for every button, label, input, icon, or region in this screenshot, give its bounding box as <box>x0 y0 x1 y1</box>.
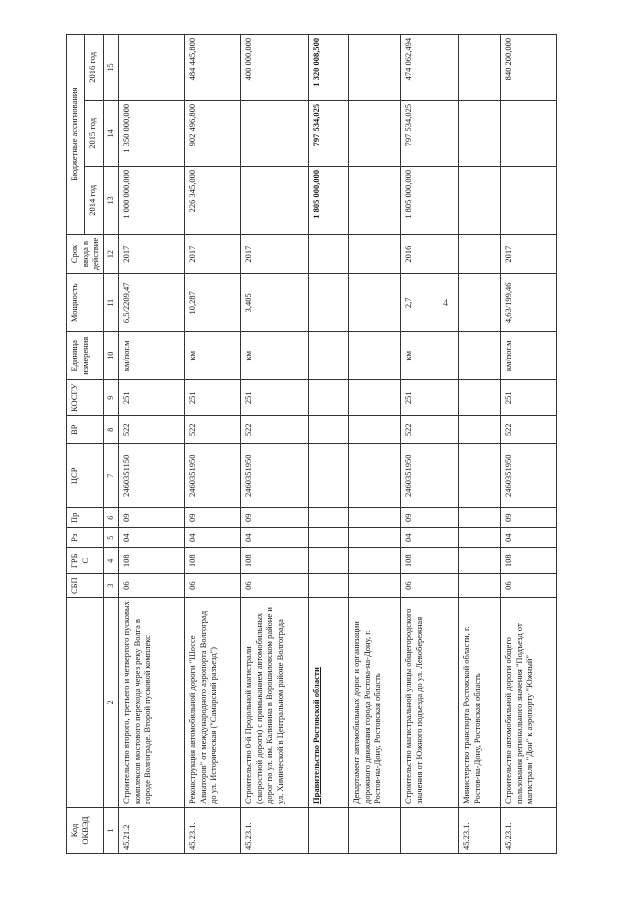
row-code: 45.23.1. <box>500 807 556 853</box>
row-2016: 1 320 008,500 <box>308 34 348 100</box>
header-2014: 2014 год <box>85 166 103 234</box>
row-unit: км <box>184 331 240 379</box>
colnum: 11 <box>103 273 118 331</box>
header-name <box>67 597 104 807</box>
row-csr: 2460351150 <box>118 443 184 507</box>
row-code: 45.21.2 <box>118 807 184 853</box>
rotated-table-sheet <box>10 18 630 888</box>
row-capacity: 6,5/2209,47 <box>118 273 184 331</box>
row-rz: 04 <box>118 527 184 547</box>
row-vr: 522 <box>184 415 240 443</box>
row-csr: 2460351950 <box>184 443 240 507</box>
row-sbp: 06 <box>400 573 458 597</box>
column-number-row <box>103 34 118 853</box>
row-code: 45.23.1. <box>458 807 500 853</box>
row-kosgu: 251 <box>500 379 556 415</box>
row-unit: км <box>240 331 308 379</box>
row-2016 <box>458 34 500 100</box>
row-2016: 840 200,000 <box>500 34 556 100</box>
row-2016 <box>118 34 184 100</box>
row-pr: 09 <box>400 507 458 527</box>
row-2015: 1 350 000,000 <box>118 100 184 166</box>
row-rz: 04 <box>500 527 556 547</box>
row-2015 <box>348 100 400 166</box>
row-term <box>348 234 400 273</box>
row-sbp <box>348 573 400 597</box>
row-code <box>348 807 400 853</box>
row-code: 45.23.1. <box>184 807 240 853</box>
table-row <box>348 34 400 853</box>
row-term: 2017 <box>184 234 240 273</box>
table-row <box>400 34 458 853</box>
row-2014: 226 345,000 <box>184 166 240 234</box>
colnum: 4 <box>103 547 118 573</box>
row-csr <box>308 443 348 507</box>
row-kosgu: 251 <box>240 379 308 415</box>
row-term: 2016 <box>400 234 458 273</box>
row-name: Строительство второго, третьего и четвертого пусковых комплексов мостового перехода через реку Волга в городе Волгограде. Второй пусковой комплекс <box>118 597 184 807</box>
row-kosgu <box>348 379 400 415</box>
header-unit: Единица измерения <box>67 331 104 379</box>
row-pr: 09 <box>500 507 556 527</box>
row-2016: 474 062,494 <box>400 34 458 100</box>
header-rz: Рз <box>67 527 104 547</box>
row-grbs: 108 <box>400 547 458 573</box>
row-2015: 902 496,800 <box>184 100 240 166</box>
row-kosgu: 251 <box>118 379 184 415</box>
row-rz <box>458 527 500 547</box>
row-pr: 09 <box>184 507 240 527</box>
row-sbp: 06 <box>184 573 240 597</box>
row-kosgu <box>308 379 348 415</box>
row-unit <box>308 331 348 379</box>
row-rz <box>308 527 348 547</box>
row-capacity: 10,287 <box>184 273 240 331</box>
header-pr: Пр <box>67 507 104 527</box>
row-capacity <box>458 273 500 331</box>
row-capacity: 4,63/199,46 <box>500 273 556 331</box>
row-code <box>308 807 348 853</box>
row-term: 2017 <box>118 234 184 273</box>
row-csr: 2460351950 <box>500 443 556 507</box>
row-name: Реконструкция автомобильной дороги "Шоссе Авиаторов" от международного аэропорта Волгоград до ул. Историческая ("Самарский разъезд") <box>184 597 240 807</box>
row-kosgu: 251 <box>400 379 458 415</box>
row-pr <box>308 507 348 527</box>
row-grbs: 108 <box>500 547 556 573</box>
row-capacity <box>348 273 400 331</box>
row-vr: 522 <box>400 415 458 443</box>
row-name: Департамент автомобильных дорог и организации дорожного движения города Ростова-на-Дону, г. Ростов-на-Дону, Ростовская область <box>348 597 400 807</box>
row-2015: 797 534,025 <box>308 100 348 166</box>
row-vr: 522 <box>240 415 308 443</box>
row-2016 <box>348 34 400 100</box>
colnum: 7 <box>103 443 118 507</box>
row-unit <box>458 331 500 379</box>
row-capacity <box>308 273 348 331</box>
row-rz <box>348 527 400 547</box>
header-budget: Бюджетные ассигнования <box>67 34 85 234</box>
row-grbs: 108 <box>184 547 240 573</box>
row-2014: 1 805 000,000 <box>400 166 458 234</box>
colnum: 3 <box>103 573 118 597</box>
row-2016: 400 000,000 <box>240 34 308 100</box>
row-2014 <box>458 166 500 234</box>
row-2014: 1 000 000,000 <box>118 166 184 234</box>
colnum: 9 <box>103 379 118 415</box>
header-kod-okved: Код ОКВЭД <box>67 807 104 853</box>
row-2014 <box>240 166 308 234</box>
row-2015: 797 534,025 <box>400 100 458 166</box>
colnum: 1 <box>103 807 118 853</box>
header-capacity: Мощность <box>67 273 104 331</box>
row-grbs: 108 <box>240 547 308 573</box>
table-row <box>118 34 184 853</box>
page-mark: 4 <box>443 298 448 309</box>
budget-table <box>66 33 557 853</box>
row-2014: 1 805 000,000 <box>308 166 348 234</box>
row-2015 <box>500 100 556 166</box>
colnum: 12 <box>103 234 118 273</box>
row-csr: 2460351950 <box>240 443 308 507</box>
table-row <box>500 34 556 853</box>
row-sbp <box>308 573 348 597</box>
colnum: 5 <box>103 527 118 547</box>
row-csr <box>348 443 400 507</box>
table-row <box>240 34 308 853</box>
row-grbs <box>308 547 348 573</box>
colnum: 8 <box>103 415 118 443</box>
row-name: Строительство 0-й Продольной магистрали (скоростной дороги) с примыканием автомобильных дорог по ул. им. Калинина в Ворошиловском районе и ул. Химической в Центральном районе Волгограда <box>240 597 308 807</box>
row-vr: 522 <box>118 415 184 443</box>
row-grbs <box>458 547 500 573</box>
row-capacity: 3,405 <box>240 273 308 331</box>
row-csr <box>458 443 500 507</box>
row-2015 <box>458 100 500 166</box>
row-name: Строительство магистральной улицы общегородского значения от Южного подъезда до ул. Левобережная <box>400 597 458 807</box>
row-capacity: 2,7 <box>400 273 458 331</box>
row-term: 2017 <box>240 234 308 273</box>
row-2014 <box>348 166 400 234</box>
row-pr: 09 <box>240 507 308 527</box>
row-vr <box>348 415 400 443</box>
header-vr: ВР <box>67 415 104 443</box>
row-vr: 522 <box>500 415 556 443</box>
row-term: 2017 <box>500 234 556 273</box>
row-sbp: 06 <box>118 573 184 597</box>
header-row <box>67 34 85 853</box>
row-csr: 2460351950 <box>400 443 458 507</box>
row-name: Строительство автомобильной дороги общего пользования регионального значения "Подъезд от магистрали "Дон" к аэропорту "Южный" <box>500 597 556 807</box>
row-sbp <box>458 573 500 597</box>
row-grbs: 108 <box>118 547 184 573</box>
row-2016: 484 445,800 <box>184 34 240 100</box>
colnum: 2 <box>103 597 118 807</box>
row-unit: км/пог.м <box>500 331 556 379</box>
header-grbs: ГРБ С <box>67 547 104 573</box>
row-vr <box>458 415 500 443</box>
row-2015 <box>240 100 308 166</box>
table-row <box>308 34 348 853</box>
row-rz: 04 <box>240 527 308 547</box>
row-pr <box>458 507 500 527</box>
row-code: 45.23.1. <box>240 807 308 853</box>
row-code <box>400 807 458 853</box>
row-name: Правительство Ростовской области <box>308 597 348 807</box>
row-grbs <box>348 547 400 573</box>
table-row <box>184 34 240 853</box>
row-2014 <box>500 166 556 234</box>
header-term: Срок ввода в действие <box>67 234 104 273</box>
header-csr: ЦСР <box>67 443 104 507</box>
row-rz: 04 <box>400 527 458 547</box>
colnum: 10 <box>103 331 118 379</box>
table-body <box>118 34 556 853</box>
colnum: 15 <box>103 34 118 100</box>
row-name: Министерство транспорта Ростовской области, г. Ростов-на-Дону, Ростовская область <box>458 597 500 807</box>
header-kosgu: КОСГУ <box>67 379 104 415</box>
header-2016: 2016 год <box>85 34 103 100</box>
colnum: 14 <box>103 100 118 166</box>
colnum: 6 <box>103 507 118 527</box>
row-kosgu: 251 <box>184 379 240 415</box>
header-2015: 2015 год <box>85 100 103 166</box>
header-sbp: СБП <box>67 573 104 597</box>
row-sbp: 06 <box>500 573 556 597</box>
row-unit: км <box>400 331 458 379</box>
row-vr <box>308 415 348 443</box>
row-pr: 09 <box>118 507 184 527</box>
table-row <box>458 34 500 853</box>
row-pr <box>348 507 400 527</box>
row-rz: 04 <box>184 527 240 547</box>
row-sbp: 06 <box>240 573 308 597</box>
colnum: 13 <box>103 166 118 234</box>
row-unit <box>348 331 400 379</box>
row-term <box>308 234 348 273</box>
row-term <box>458 234 500 273</box>
row-kosgu <box>458 379 500 415</box>
row-unit: км/пог.м <box>118 331 184 379</box>
